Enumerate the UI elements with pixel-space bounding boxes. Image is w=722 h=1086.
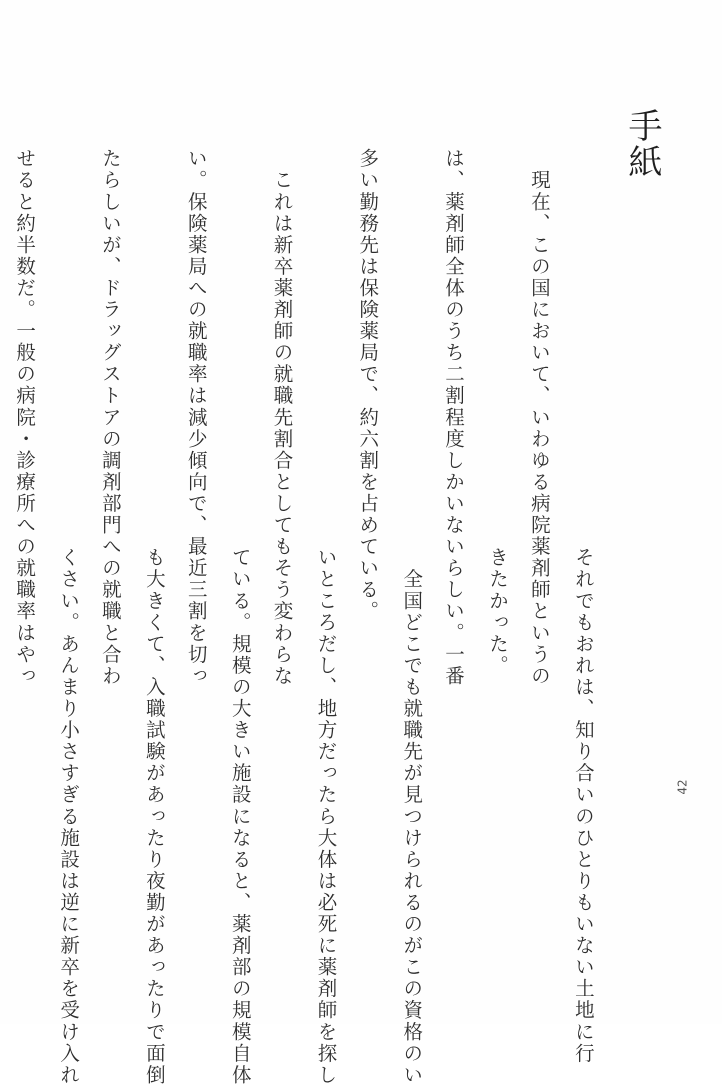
chapter-title: 手紙 <box>622 108 662 180</box>
text-column: は、薬剤師全体のうち二割程度しかいないらしい。一番 <box>442 148 466 687</box>
text-column: 多い勤務先は保険薬局で、約六割を占めている。 <box>356 148 380 623</box>
text-column: ている。規模の大きい施設になると、薬剤部の規模自体 <box>228 547 252 1086</box>
text-column: も大きくて、入職試験があったり夜勤があったりで面倒 <box>142 547 166 1086</box>
text-column: いところだし、地方だったら大体は必死に薬剤師を探し <box>314 547 338 1086</box>
page-number: 42 <box>675 779 690 795</box>
text-column: たらしいが、ドラッグストアの調剤部門への就職と合わ <box>98 148 122 687</box>
text-block-bottom <box>0 547 654 1086</box>
text-column: くさい。あんまり小さすぎる施設は逆に新卒を受け入れ <box>57 547 81 1086</box>
text-column: 全国どこでも就職先が見つけられるのがこの資格のい <box>400 547 424 1086</box>
text-column: きたかった。 <box>486 547 510 677</box>
text-column: い。保険薬局への就職率は減少傾向で、最近三割を切っ <box>184 148 208 687</box>
text-column: それでもおれは、知り合いのひとりもいない土地に行 <box>571 547 595 1065</box>
text-column: これは新卒薬剤師の就職先割合としてもそう変わらな <box>270 148 294 687</box>
text-column: 現在、この国において、いわゆる病院薬剤師というの <box>527 148 551 687</box>
text-column: せると約半数だ。一般の病院・診療所への就職率はやっ <box>13 148 37 687</box>
